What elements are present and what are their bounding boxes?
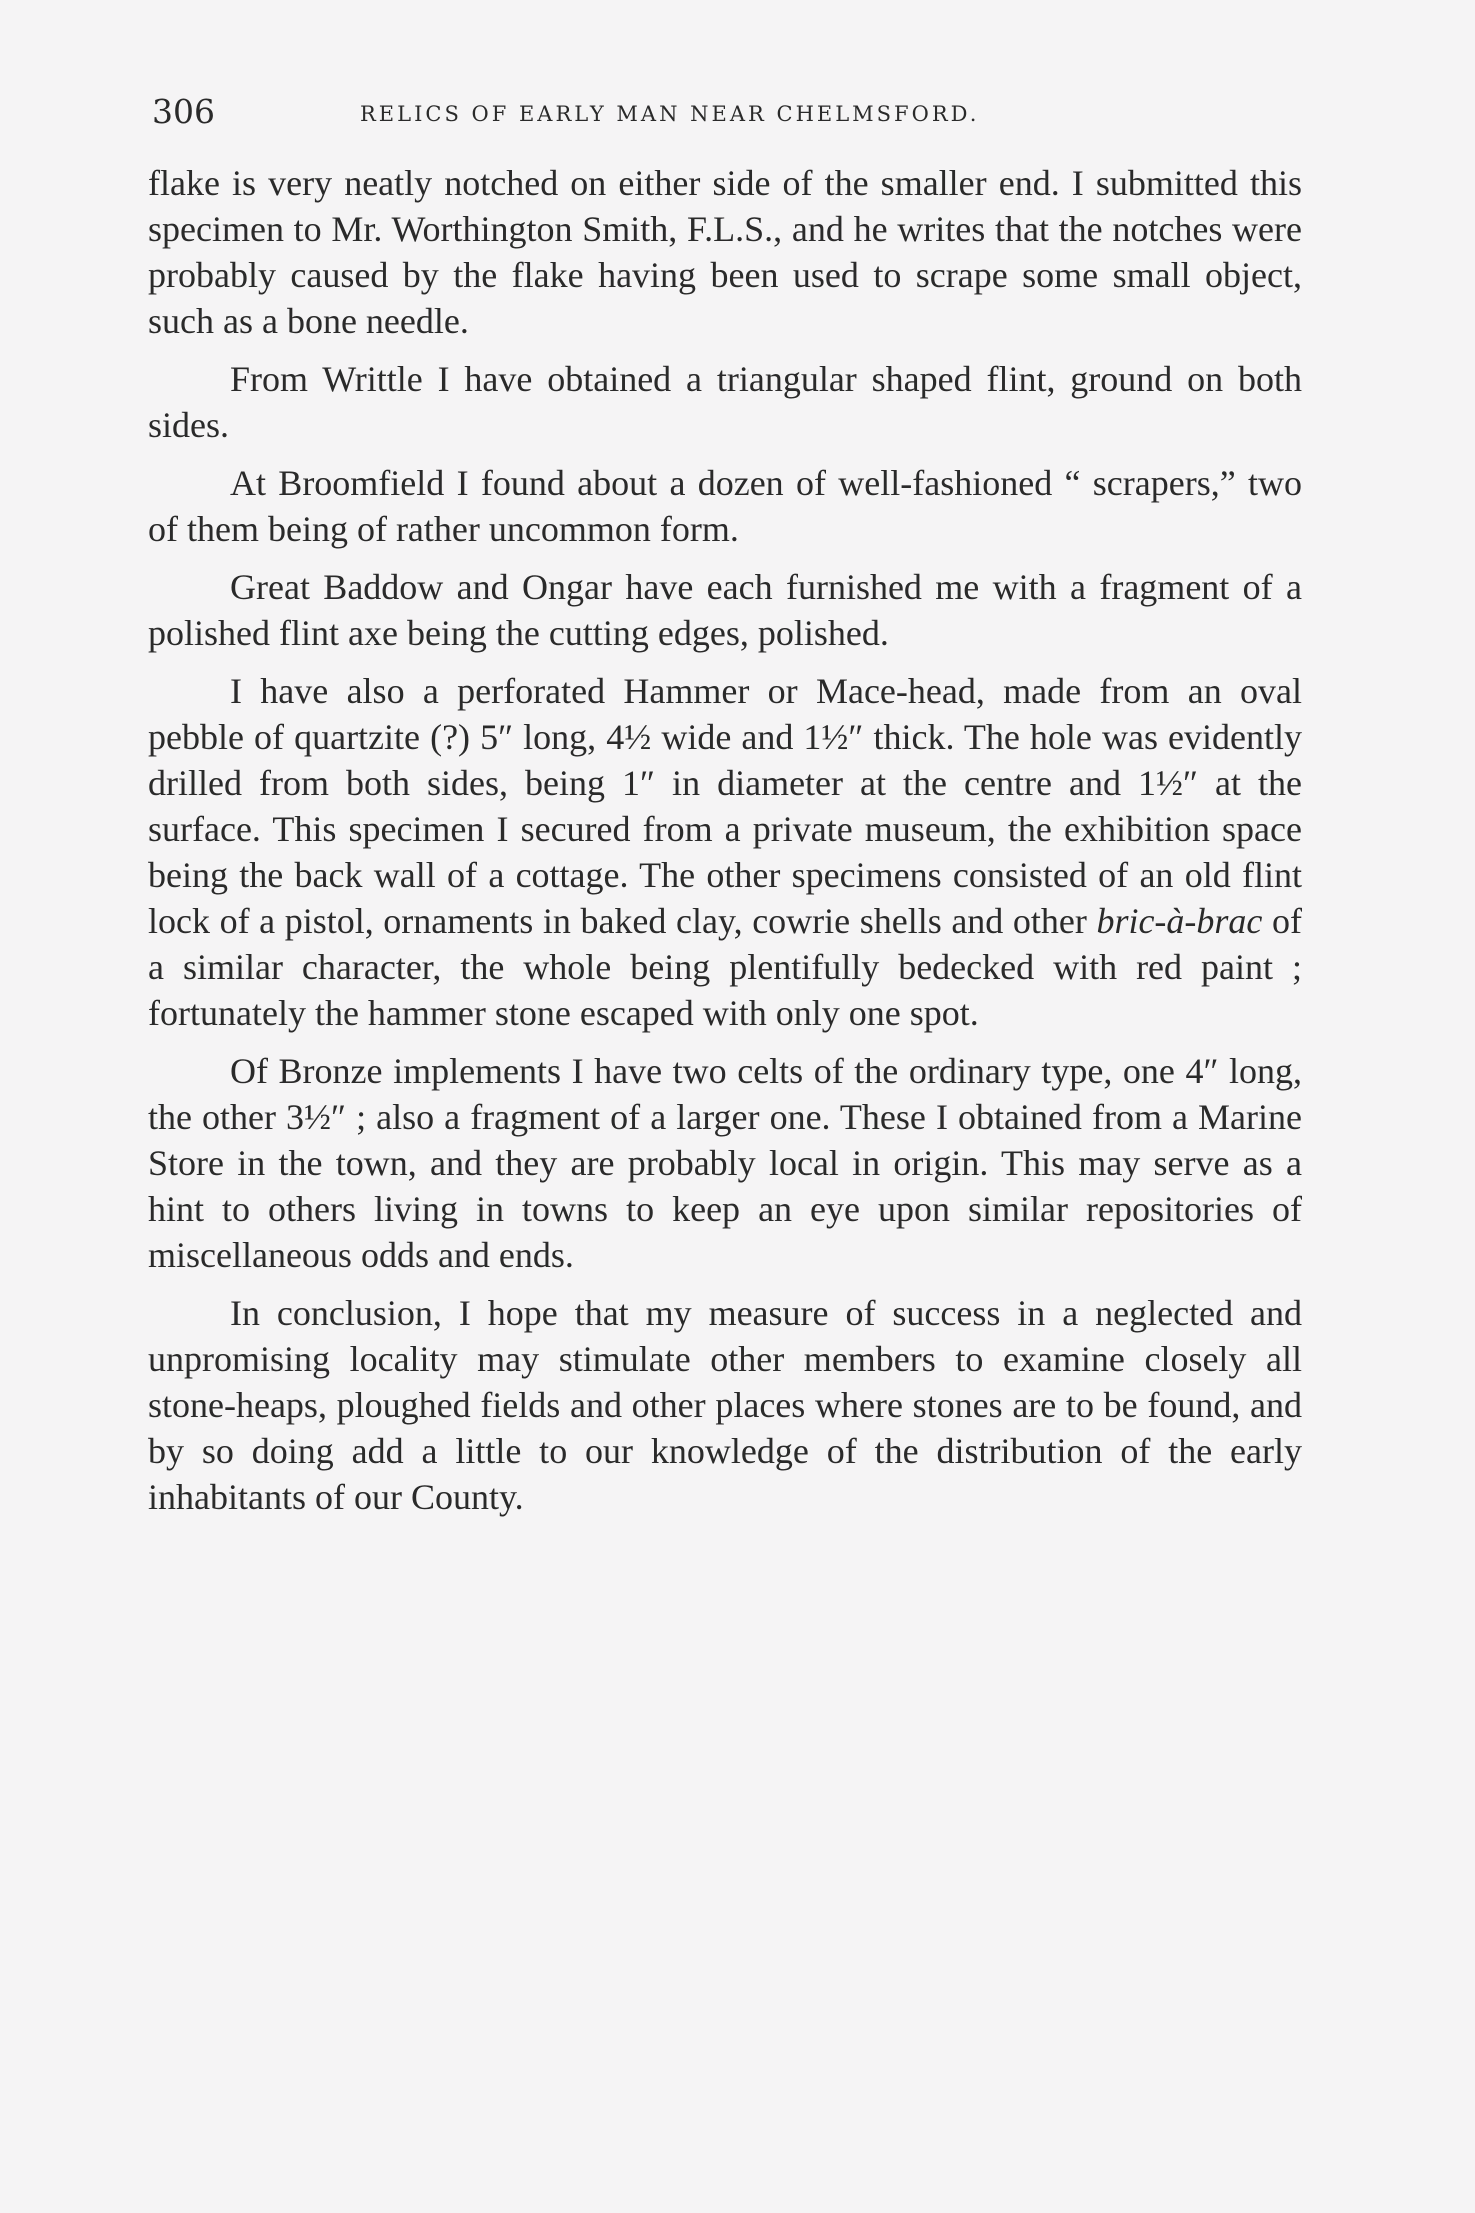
mace-head-text-end: of a similar character, the whole being plentifully bedecked with red paint ; fortunately the hammer stone escaped with only one spot. xyxy=(148,901,1302,1033)
running-title: RELICS OF EARLY MAN NEAR CHELMSFORD. xyxy=(360,102,980,126)
page-number: 306 xyxy=(152,92,215,131)
paragraph-baddow-ongar: Great Baddow and Ongar have each furnished me with a fragment of a polished flint axe being the cutting edges, polished. xyxy=(148,567,1302,653)
bric-a-brac-italic: bric-à-brac xyxy=(1096,901,1263,941)
paragraph-broomfield: At Broomfield I found about a dozen of well-fashioned “ scrapers,” two of them being of rather uncommon form. xyxy=(148,463,1302,549)
paragraph-mace-head xyxy=(148,668,1302,1036)
body-text xyxy=(148,160,1302,1532)
mace-head-text-start: I have also a perforated Hammer or Mace-head, made from an oval pebble of quartzite (?) 5″ long, 4½ wide and 1½″ thick. The hole was evidently drilled from both sides, being 1″ in diameter at the centre and 1½″ at the surface. This specimen I secured from a private museum, the exhibition space being the back wall of a cottage. The other specimens consisted of an old flint lock of a pistol, ornaments in baked clay, cowrie shells and other xyxy=(148,671,1302,941)
paragraph-bronze-implements: Of Bronze implements I have two celts of the ordinary type, one 4″ long, the other 3½″ ; also a fragment of a larger one. These I obtained from a Marine Store in the town, and they are probably local in origin. This may serve as a hint to others living in towns to keep an eye upon similar repositories of miscellaneous odds and ends. xyxy=(148,1051,1302,1275)
paragraph-flake-notched: flake is very neatly notched on either side of the smaller end. I submitted this specimen to Mr. Worthington Smith, F.L.S., and he writes that the notches were probably caused by the flake having been used to scrape some small object, such as a bone needle. xyxy=(148,163,1302,341)
paragraph-conclusion: In conclusion, I hope that my measure of success in a neglected and unpromising locality may stimulate other members to examine closely all stone-heaps, ploughed fields and other places where stones are to be found, and by so doing add a little to our knowledge of the distribution of the early inhabitants of our County. xyxy=(148,1293,1302,1517)
running-head xyxy=(152,90,1312,134)
paragraph-writtle: From Writtle I have obtained a triangular shaped flint, ground on both sides. xyxy=(148,359,1302,445)
